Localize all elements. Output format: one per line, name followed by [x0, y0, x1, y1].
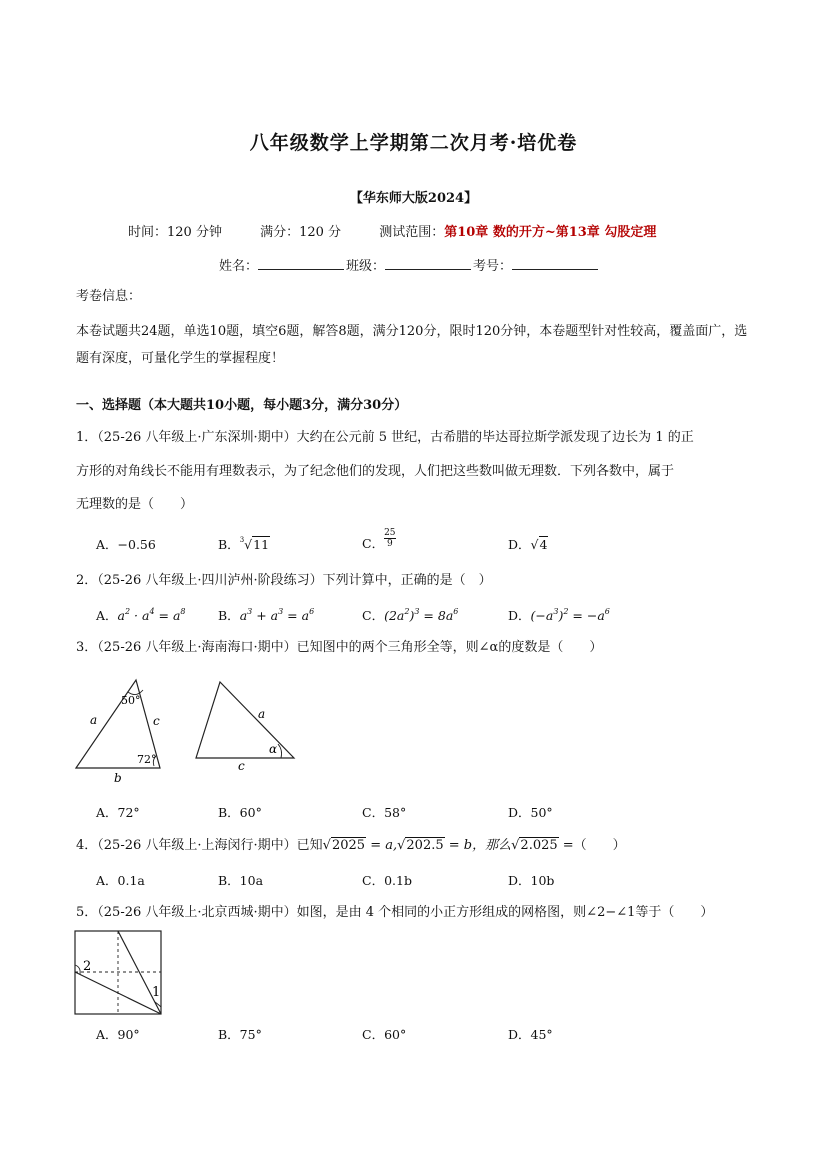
- q3-option-d[interactable]: D．50°: [508, 805, 553, 820]
- info-text: 本卷试题共24题，单选10题，填空6题，解答8题，满分120分，限时120分钟，本卷题型针对性较高，覆盖面广，选题有深度，可量化学生的掌握程度！: [76, 324, 748, 366]
- q5-option-a[interactable]: A．90°: [96, 1027, 140, 1042]
- q1-option-b[interactable]: B．$^3$√11: [218, 536, 270, 552]
- q2-option-a[interactable]: A．$a^2 \cdot a^4 = a^8$: [96, 607, 186, 623]
- q4-option-a[interactable]: A．0.1a: [96, 873, 145, 888]
- name-blank[interactable]: [258, 257, 344, 270]
- range-label: 测试范围：: [379, 225, 445, 240]
- q3-option-c[interactable]: C．58°: [362, 805, 407, 820]
- range-value: 第10章 数的开方~第13章 勾股定理: [444, 225, 657, 240]
- side-label-a1: a: [90, 713, 98, 727]
- q4-option-d[interactable]: D．10b: [508, 873, 555, 888]
- q5-option-d[interactable]: D．45°: [508, 1027, 553, 1042]
- angle2-label: 2: [83, 959, 92, 974]
- angle1-label: 1: [152, 985, 161, 1000]
- side-label-a2: a: [258, 707, 266, 721]
- student-fields: [219, 255, 600, 274]
- class-label: 班级：: [346, 259, 386, 274]
- number-blank[interactable]: [512, 257, 598, 270]
- q2-option-d[interactable]: D．$(-a^3)^2 = -a^6$: [508, 607, 610, 623]
- q3-option-a[interactable]: A．72°: [96, 805, 140, 820]
- q1-option-c[interactable]: C． $\frac{25}{9}$: [362, 528, 396, 551]
- exam-meta: [128, 221, 690, 240]
- q3-triangles-figure: [70, 670, 310, 785]
- q1-line1: 1．（25-26 八年级上·广东深圳·期中）大约在公元前 5 世纪，古希腊的毕达哥拉斯学派发现了边长为 1 的正: [76, 430, 694, 445]
- q5-stem: 5．（25-26 八年级上·北京西城·期中）如图，是由 4 个相同的小正方形组成的网格图，则∠2−∠1等于（ ）: [76, 905, 714, 920]
- side-label-c1: c: [153, 714, 160, 728]
- q5-grid-figure: [73, 929, 165, 1017]
- diag-line-top: [118, 931, 161, 1014]
- q1-option-a[interactable]: A．−0.56: [96, 537, 156, 552]
- q3-option-b[interactable]: B．60°: [218, 805, 262, 820]
- angle-label-72: 72°: [137, 753, 157, 766]
- alpha-arc: [278, 744, 282, 758]
- q4-option-c[interactable]: C．0.1b: [362, 873, 412, 888]
- edition-label: 【华东师大版2024】: [349, 191, 478, 206]
- name-label: 姓名：: [219, 259, 259, 274]
- q5-option-c[interactable]: C．60°: [362, 1027, 407, 1042]
- exam-title: 八年级数学上学期第二次月考·培优卷: [249, 132, 578, 154]
- score-info: 满分：120 分: [260, 225, 342, 240]
- section-heading: 一、选择题（本大题共10小题，每小题3分，满分30分）: [76, 398, 408, 413]
- diag-line-left: [75, 972, 161, 1014]
- q1-line2: 方形的对角线长不能用有理数表示，为了纪念他们的发现，人们把这些数叫做无理数．下列各数中，属于: [76, 464, 675, 479]
- angle-label-50: 50°: [121, 694, 141, 707]
- number-label: 考号：: [473, 259, 513, 274]
- q2-option-b[interactable]: B．$a^3 + a^3 = a^6$: [218, 607, 315, 623]
- q5-option-b[interactable]: B．75°: [218, 1027, 262, 1042]
- q4-option-b[interactable]: B．10a: [218, 873, 264, 888]
- alpha-label: α: [269, 742, 278, 756]
- class-blank[interactable]: [385, 257, 471, 270]
- q3-stem: 3．（25-26 八年级上·海南海口·期中）已知图中的两个三角形全等，则∠α的度数是（ ）: [76, 640, 603, 655]
- side-label-b1: b: [114, 771, 122, 785]
- side-label-c2: c: [238, 759, 245, 773]
- q4-stem: 4．（25-26 八年级上·上海闵行·期中）已知√2025 = a,√202.5 = b，那么√2.025 =（ ）: [76, 838, 626, 853]
- info-heading: 考卷信息：: [76, 289, 142, 304]
- q2-option-c[interactable]: C．$(2a^2)^3 = 8a^6$: [362, 607, 459, 623]
- q1-option-d[interactable]: D．√4: [508, 537, 548, 552]
- time-info: 时间：120 分钟: [128, 225, 222, 240]
- q1-line3: 无理数的是（ ）: [76, 497, 194, 512]
- q2-stem: 2．（25-26 八年级上·四川泸州·阶段练习）下列计算中，正确的是（ ）: [76, 573, 492, 588]
